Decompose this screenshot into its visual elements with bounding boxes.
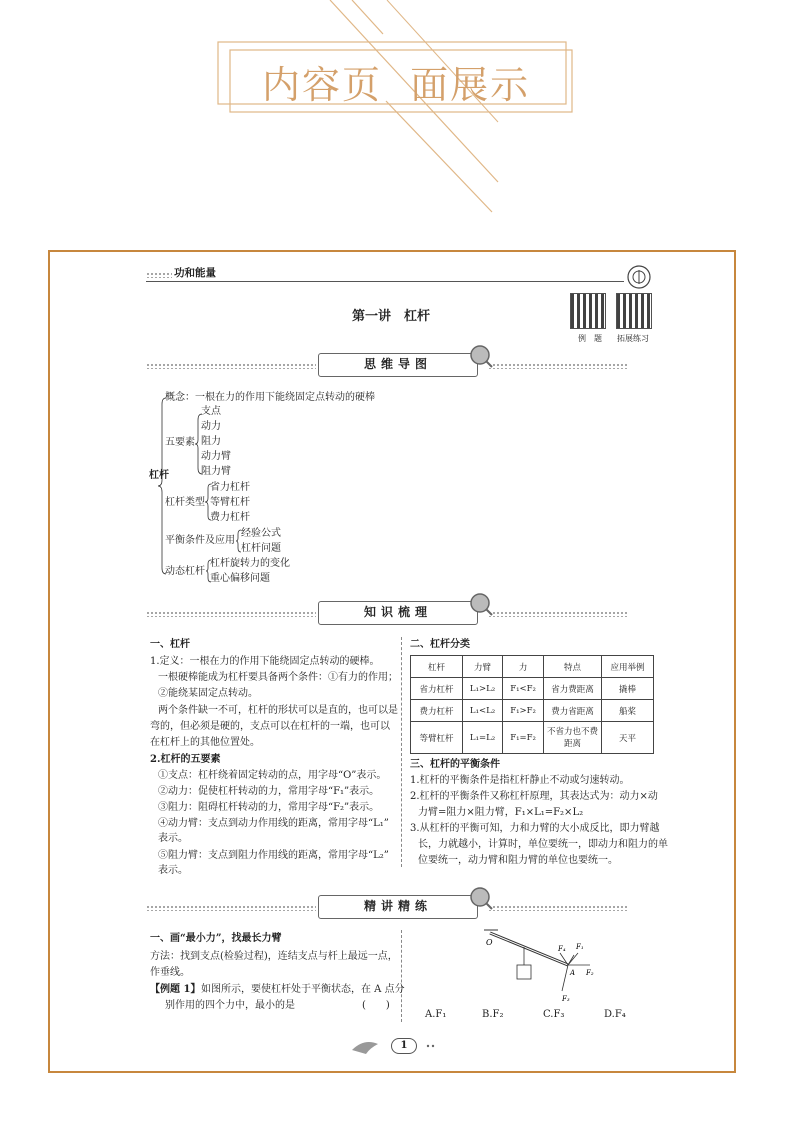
fig-label-o: O [486, 938, 493, 947]
table-cell: F₁<F₂ [503, 678, 544, 700]
left-heading: 一、杠杆 [150, 639, 190, 650]
example-text: 别作用的四个力中，最小的是 [165, 1000, 295, 1011]
section-banner-practice: 精讲精练 [318, 895, 478, 919]
dots-decoration [146, 272, 172, 278]
right-text: 2.杠杆的平衡条件又称杠杆原理，其表达式为：动力×动 [410, 791, 658, 802]
table-cell: 省力费距离 [544, 678, 602, 700]
left-element: ②动力：促使杠杆转动的力，常用字母“F₁”表示。 [158, 786, 380, 797]
lever-figure [470, 925, 600, 1007]
section-banner-mindmap: 思维导图 [318, 353, 478, 377]
mind-item: 经验公式 [241, 528, 281, 539]
mind-item: 动力 [201, 421, 221, 432]
page-number: 1 [391, 1038, 417, 1054]
mind-item: 省力杠杆 [210, 482, 250, 493]
lever-table [410, 655, 654, 754]
table-cell: F₁=F₂ [503, 722, 544, 754]
right-text: 力臂=阻力×阻力臂，F₁×L₁=F₂×L₂ [418, 807, 584, 818]
table-cell: 等臂杠杆 [411, 722, 463, 754]
emblem-icon [626, 264, 652, 290]
mind-item: 动力臂 [201, 451, 231, 462]
mind-item: 重心偏移问题 [210, 573, 270, 584]
table-cell: 撬棒 [602, 678, 654, 700]
qr-label-example: 例 题 [578, 334, 602, 343]
right-text: 1.杠杆的平衡条件是指杠杆静止不动或匀速转动。 [410, 775, 630, 786]
table-row [411, 678, 654, 700]
table-header-cell: 力 [503, 656, 544, 678]
table-cell: L₁>L₂ [462, 678, 502, 700]
dots-decoration [146, 611, 316, 617]
mind-types: 杠杆类型 [165, 497, 205, 508]
right-heading: 二、杠杆分类 [410, 639, 470, 650]
fig-label-f3: F₃ [562, 995, 570, 1003]
left-text: 一根硬棒能成为杠杆要具备两个条件：①有力的作用； [158, 672, 398, 683]
mind-concept: 概念：一根在力的作用下能绕固定点转动的硬棒 [165, 392, 375, 403]
table-cell: 不省力也不费距离 [544, 722, 602, 754]
table-cell: L₁<L₂ [462, 700, 502, 722]
fig-label-f4: F₄ [558, 945, 566, 953]
table-header-cell: 特点 [544, 656, 602, 678]
table-cell: 船桨 [602, 700, 654, 722]
left-element: 表示。 [158, 833, 188, 844]
header-decoration [0, 0, 790, 240]
mind-root: 杠杆 [149, 470, 169, 481]
left-text: 弯的，但必须是硬的，支点可以在杠杆的一端，也可以 [150, 721, 390, 732]
mind-five-elements: 五要素 [165, 437, 195, 448]
table-row [411, 700, 654, 722]
left-element: ④动力臂：支点到动力作用线的距离，常用字母“L₁” [158, 818, 389, 829]
left-element: ⑤阻力臂：支点到阻力作用线的距离，常用字母“L₂” [158, 850, 389, 861]
fig-label-f2: F₂ [586, 969, 594, 977]
left-element: 表示。 [158, 865, 188, 876]
left-text: ②能绕某固定点转动。 [158, 688, 258, 699]
dots-decoration [146, 905, 316, 911]
example-text: 如图所示，要使杠杆处于平衡状态，在 A 点分 [201, 984, 405, 995]
running-rule [146, 281, 624, 282]
example-label: 【例题 1】 [150, 984, 201, 995]
practice-method: 方法：找到支点(检验过程)，连结支点与杆上最远一点， [150, 951, 398, 962]
dots-decoration [146, 363, 316, 369]
header-title: 内容页 面展示 [262, 63, 531, 107]
running-head: 功和能量 [174, 267, 216, 279]
column-divider [401, 930, 402, 1022]
table-cell: 费力省距离 [544, 700, 602, 722]
left-text: 在杠杆上的其他位置处。 [150, 737, 260, 748]
mind-item: 费力杠杆 [210, 512, 250, 523]
mind-balance: 平衡条件及应用 [165, 535, 235, 546]
mind-item: 支点 [201, 406, 221, 417]
table-header-cell: 杠杆 [411, 656, 463, 678]
practice-heading: 一、画“最小力”，找最长力臂 [150, 933, 282, 944]
table-cell: L₁=L₂ [462, 722, 502, 754]
table-cell: 天平 [602, 722, 654, 754]
right-text: 长，力就越小，计算时，单位要统一，即动力和阻力的单 [418, 839, 668, 850]
qr-example-icon[interactable] [570, 293, 606, 329]
mind-item: 杠杆问题 [241, 543, 281, 554]
mind-item: 杠杆旋转力的变化 [210, 558, 290, 569]
magnifier-icon [468, 343, 494, 369]
magnifier-icon [468, 591, 494, 617]
magnifier-icon [468, 885, 494, 911]
table-cell: 省力杠杆 [411, 678, 463, 700]
option-d[interactable]: D.F₄ [604, 1009, 626, 1020]
right-text: 位要统一，动力臂和阻力臂的单位也要统一。 [418, 855, 618, 866]
table-header-cell: 应用举例 [602, 656, 654, 678]
mind-item: 阻力臂 [201, 466, 231, 477]
qr-label-extension: 拓展练习 [617, 334, 649, 343]
left-element: ③阻力：阻碍杠杆转动的力，常用字母“F₂”表示。 [158, 802, 380, 813]
dots-decoration [488, 363, 628, 369]
answer-paren: ( ) [362, 1000, 390, 1011]
option-b[interactable]: B.F₂ [482, 1009, 504, 1020]
option-a[interactable]: A.F₁ [425, 1009, 447, 1020]
mind-dynamic: 动态杠杆 [165, 566, 205, 577]
option-c[interactable]: C.F₃ [543, 1009, 565, 1020]
mind-item: 阻力 [201, 436, 221, 447]
qr-extension-icon[interactable] [616, 293, 652, 329]
table-cell: F₁>F₂ [503, 700, 544, 722]
table-header-cell: 力臂 [462, 656, 502, 678]
dots-decoration [488, 905, 628, 911]
table-cell: 费力杠杆 [411, 700, 463, 722]
column-divider [401, 637, 402, 867]
dots-decoration [488, 611, 628, 617]
right-subheading: 三、杠杆的平衡条件 [410, 759, 500, 770]
table-header-row [411, 656, 654, 678]
left-def: 1.定义：一根在力的作用下能绕固定点转动的硬棒。 [150, 656, 380, 667]
left-subheading: 2.杠杆的五要素 [150, 754, 221, 765]
section-banner-knowledge: 知识梳理 [318, 601, 478, 625]
lecture-title: 第一讲 杠杆 [352, 309, 431, 324]
fig-label-a: A [570, 969, 576, 977]
fig-label-f1: F₁ [576, 943, 584, 951]
table-row [411, 722, 654, 754]
mind-item: 等臂杠杆 [210, 497, 250, 508]
left-element: ①支点：杠杆绕着固定转动的点，用字母“O”表示。 [158, 770, 387, 781]
right-text: 3.从杠杆的平衡可知，力和力臂的大小成反比，即力臂越 [410, 823, 660, 834]
left-text: 两个条件缺一不可，杠杆的形状可以是直的，也可以是 [158, 705, 398, 716]
practice-method: 作垂线。 [150, 967, 190, 978]
